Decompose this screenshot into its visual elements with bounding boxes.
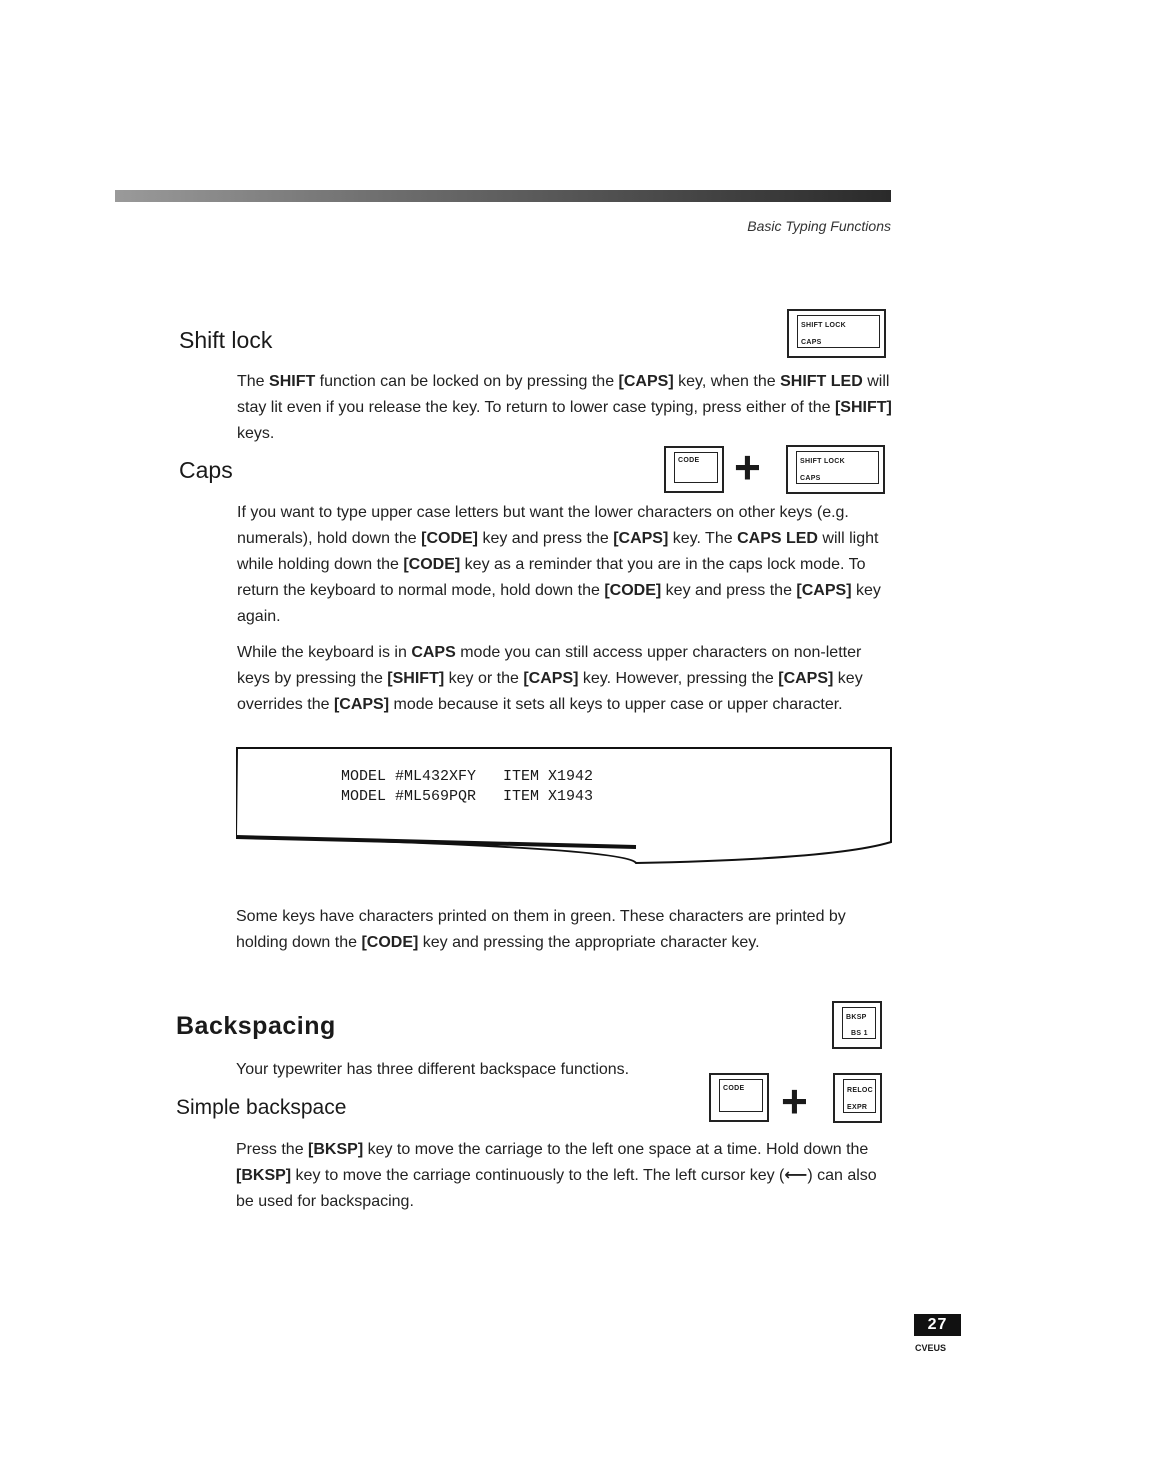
caps-paragraph-1: If you want to type upper case letters but want the lower characters on other keys (e.g. numerals), hold down the [CODE] key and press the [CAPS] key. The CAPS LED will light while holding down the [CODE] key as a reminder that you are in the caps lock mode. To return the keyboard to normal mode, hold down the [CODE] key and press the [CAPS] key again. (237, 504, 881, 625)
running-title: Basic Typing Functions (747, 218, 891, 234)
brand-label: CVEUS (915, 1343, 947, 1353)
screen-line-1: MODEL #ML432XFY ITEM X1942 (341, 768, 594, 785)
page-number: 27 (914, 1314, 961, 1336)
display-screen-illustration (236, 747, 892, 864)
code-key-icon: CODE (664, 446, 724, 493)
plus-icon: + (734, 441, 761, 493)
bksp-key-icon: BKSP BS 1 (832, 1001, 882, 1049)
shift-lock-key-icon: SHIFT LOCK CAPS (786, 445, 885, 494)
code-key-icon: CODE (709, 1073, 769, 1122)
subheading-simple-backspace: Simple backspace (176, 1096, 347, 1119)
caps-paragraph-2: While the keyboard is in CAPS mode you can still access upper characters on non-letter keys by pressing the [SHIFT] key or the [CAPS] key. However, pressing the [CAPS] key overrides the [CAPS] mode because it sets all keys to upper case or upper character. (237, 644, 863, 713)
section-heading-caps: Caps (179, 457, 233, 483)
header-rule (115, 190, 891, 202)
shift-lock-paragraph: The SHIFT function can be locked on by pressing the [CAPS] key, when the SHIFT LED will stay lit even if you release the key. To return to lower case typing, press either of the [SHIFT] keys. (237, 373, 892, 442)
section-heading-shift-lock: Shift lock (179, 327, 273, 353)
screen-line-2: MODEL #ML569PQR ITEM X1943 (341, 788, 594, 805)
plus-icon: + (781, 1075, 808, 1127)
left-arrow-icon: ⟵ (784, 1167, 808, 1184)
reloc-key-icon: RELOC EXPR (833, 1073, 882, 1123)
backspacing-intro: Your typewriter has three different backspace functions. (236, 1061, 630, 1078)
simple-backspace-paragraph: Press the [BKSP] key to move the carriage to the left one space at a time. Hold down the [BKSP] key to move the carriage continuously to the left. The left cursor key (⟵) can also be used for backspacing. (236, 1141, 877, 1210)
section-heading-backspacing: Backspacing (176, 1012, 336, 1040)
green-characters-paragraph: Some keys have characters printed on them in green. These characters are printed by holding down the [CODE] key and pressing the appropriate character key. (236, 908, 846, 951)
shift-lock-key-icon: SHIFT LOCK CAPS (787, 309, 886, 358)
